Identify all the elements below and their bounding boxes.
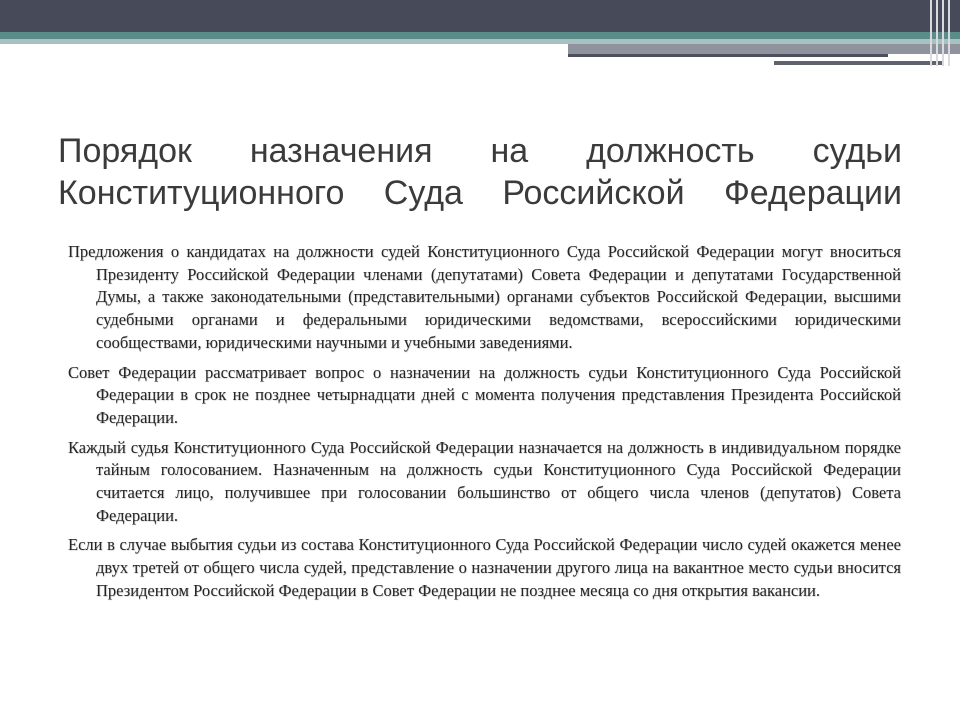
header-gray-bar xyxy=(568,44,960,54)
slide-title-line-1: Порядок назначения на должность судьи xyxy=(58,132,902,170)
slide-title-line-2: Конституционного Суда Российской Федерации xyxy=(58,174,902,212)
header-teal-band xyxy=(0,32,960,39)
stripe xyxy=(948,0,950,66)
header-dark-band xyxy=(0,0,960,32)
body-paragraph: Если в случае выбытия судьи из состава Конституционного Суда Российской Федерации число судей окажется менее двух третей от общего числа судей, представление о назначении другого лица на вакантное место судьи вносится Президентом Российской Федерации в Совет Федерации не позднее месяца со дня открытия вакансии. xyxy=(68,535,901,600)
slide-body xyxy=(68,241,901,610)
slide-title xyxy=(58,130,902,214)
header-accent-line xyxy=(568,54,888,57)
header-accent-line-short xyxy=(774,61,944,65)
stripe xyxy=(936,0,938,66)
body-paragraph: Совет Федерации рассматривает вопрос о назначении на должность судьи Конституционного Суда Российской Федерации в срок не позднее четырнадцати дней с момента получения представления Президента Российской Федерации. xyxy=(68,362,901,427)
stripe xyxy=(930,0,932,66)
body-paragraph: Каждый судья Конституционного Суда Российской Федерации назначается на должность в индивидуальном порядке тайным голосованием. Назначенным на должность судьи Конституционного Суда Российской Федерации считается лицо, получившее при голосовании большинство от общего числа членов (депутатов) Совета Федерации. xyxy=(68,437,901,525)
stripe xyxy=(942,0,944,66)
header-stripe-decoration xyxy=(924,0,960,66)
body-paragraph: Предложения о кандидатах на должности судей Конституционного Суда Российской Федерации могут вноситься Президенту Российской Федерации членами (депутатами) Совета Федерации и депутатами Государственной Думы, а также законодательными (представительными) органами субъектов Российской Федерации, высшими судебными органами и федеральными юридическими ведомствами, всероссийскими юридическими сообществами, юридическими научными и учебными заведениями. xyxy=(68,242,901,352)
